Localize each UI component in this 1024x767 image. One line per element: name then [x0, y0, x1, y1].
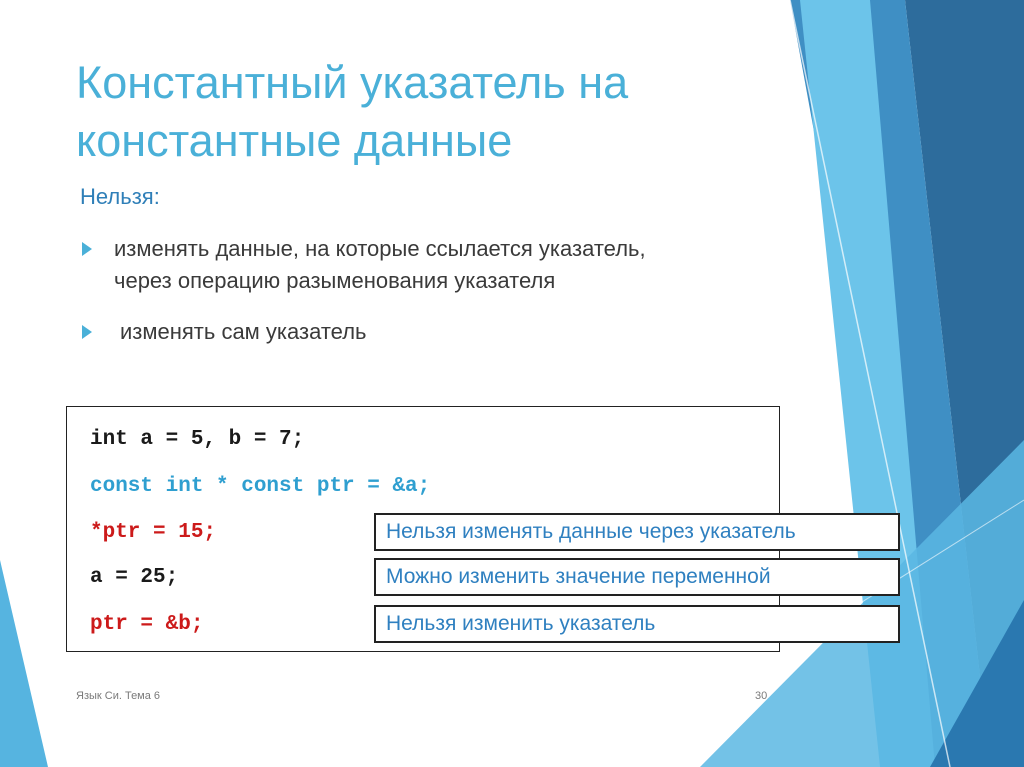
page-number: 30 [755, 690, 768, 702]
code-line-1: int a = 5, b = 7; [90, 428, 305, 451]
decor-left-corner [0, 560, 48, 767]
bullet-item-2 [80, 316, 820, 348]
bullet-item-1 [80, 233, 820, 297]
triangle-right-icon [82, 325, 92, 339]
footer-left-text: Язык Си. Тема 6 [76, 690, 161, 702]
note-box-2: Можно изменить значение переменной [374, 558, 900, 596]
slide-title-line2: константные данные [76, 115, 513, 166]
code-line-5: ptr = &b; [90, 613, 204, 636]
triangle-right-icon [82, 242, 92, 256]
bullet-item-1-line1: изменять данные, на которые ссылается указатель, [114, 236, 646, 261]
bullet-item-1-line2: через операцию разыменования указателя [114, 268, 556, 293]
slide-title-line1: Константный указатель на [76, 57, 629, 108]
code-line-4: a = 25; [90, 566, 179, 589]
code-line-3: *ptr = 15; [90, 521, 217, 544]
slide-title [76, 54, 796, 170]
note-box-3: Нельзя изменить указатель [374, 605, 900, 643]
code-line-2: const int * const ptr = &a; [90, 475, 431, 498]
slide-subtitle: Нельзя: [80, 184, 160, 209]
note-box-1: Нельзя изменять данные через указатель [374, 513, 900, 551]
bullet-item-2-line1: изменять сам указатель [120, 319, 367, 344]
